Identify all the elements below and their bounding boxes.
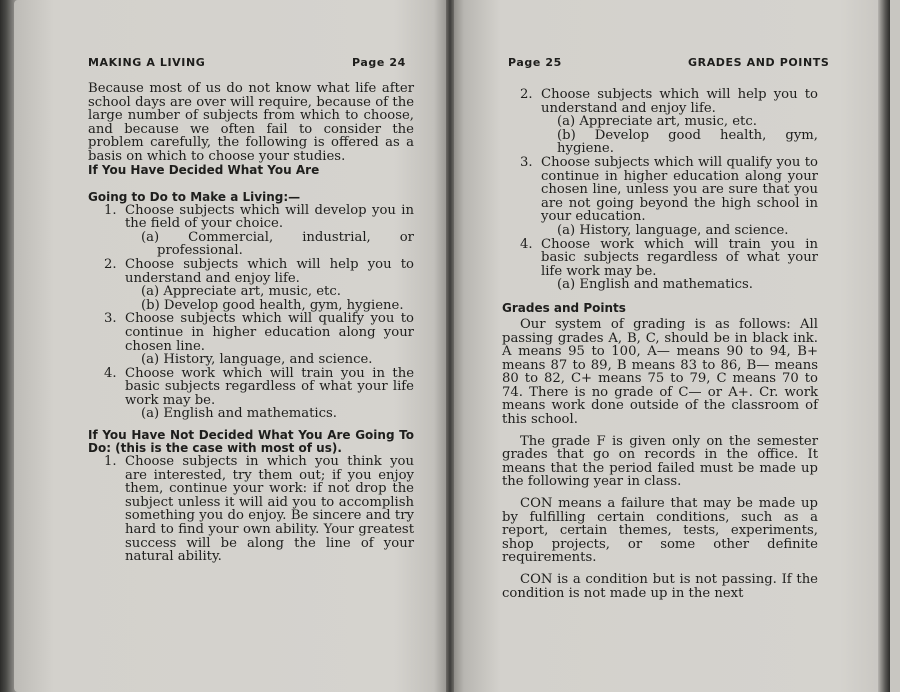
grading-paragraph: Our system of grading is as follows: All passing grades A, B, C, should be in black ink. A means 95 to 100, A— means 90 to 94, B+ means 87 to 89, B means 83 to 86, B— means 80 to 82, C+ means 75 to 79, C means 70 to 74. There is no grade of C— or A+. Cr. work means work done outside of the classroom of this school. [502, 316, 818, 428]
list-item: 2. Choose subjects which will help you to understand and enjoy life. (a) Appreciate art, music, etc. (b) Develop good health, gym, hygiene. [104, 256, 414, 313]
grade-f-paragraph: The grade F is given only on the semester grades that go on records in the office. It means that the period failed must be made up the following year in class. [502, 433, 818, 490]
list-item: 2. Choose subjects which will help you to understand and enjoy life. (a) Appreciate art, music, etc. (b) Develop good health, gym, hygiene. [520, 87, 818, 157]
intro-paragraph: Because most of us do not know what life after school days are over will require, because of the large number of subjects from which to choose, and because we often fail to consider the problem carefully, the following is offered as a basis on which to choose your studies. [88, 81, 414, 164]
right-list [502, 88, 818, 292]
decided-list [88, 204, 414, 422]
list-item: 4. Choose work which will train you in the basic subjects regardless of what your life work may be. (a) English and mathematics. [104, 365, 414, 422]
left-page-body [88, 82, 414, 564]
list-item: 1. Choose subjects in which you think you are interested, try them out; if you enjoy them, continue your work: if not drop the subject unless it will aid you to accomplish something you do enjoy. Be sincere and try hard to find your own ability. Your greatest success will be along the line of your natural ability. [104, 454, 414, 565]
con-paragraph: CON means a failure that may be made up by fulfilling certain conditions, such as a report, certain themes, tests, experiments, shop projects, or some other definite requirements. [502, 496, 818, 566]
right-running-title: GRADES AND POINTS [688, 56, 830, 69]
not-decided-list [88, 455, 414, 564]
right-page-body [502, 88, 818, 600]
left-running-title: MAKING A LIVING [88, 56, 206, 69]
not-decided-heading: If You Have Not Decided What You Are Going To Do: (this is the case with most of us). [88, 428, 414, 456]
list-item: 4. Choose work which will train you in basic subjects regardless of what your life work may be. (a) English and mathematics. [520, 236, 818, 293]
list-item: 3. Choose subjects which will qualify you to continue in higher education along your chosen line. (a) History, language, and science. [104, 311, 414, 368]
right-page [450, 0, 890, 692]
decided-heading-line2: Going to Do to Make a Living:— [88, 189, 301, 204]
list-item: 1. Choose subjects which will develop you in the field of your choice. (a) Commercial, industrial, or professional. [104, 202, 414, 259]
decided-heading-line1: If You Have Decided What You Are [88, 162, 320, 177]
right-page-number: Page 25 [508, 56, 562, 69]
grades-heading: Grades and Points [502, 300, 626, 315]
left-page [14, 0, 450, 692]
con-condition-paragraph: CON is a condition but is not passing. If the condition is not made up in the next [502, 572, 818, 601]
book-gutter [446, 0, 454, 692]
page-edge [878, 0, 890, 692]
list-item: 3. Choose subjects which will qualify you to continue in higher education along your chosen line, unless you are sure that you are not going beyond the high school in your education. (a) History, language, and science. [520, 154, 818, 238]
left-page-number: Page 24 [352, 56, 406, 69]
